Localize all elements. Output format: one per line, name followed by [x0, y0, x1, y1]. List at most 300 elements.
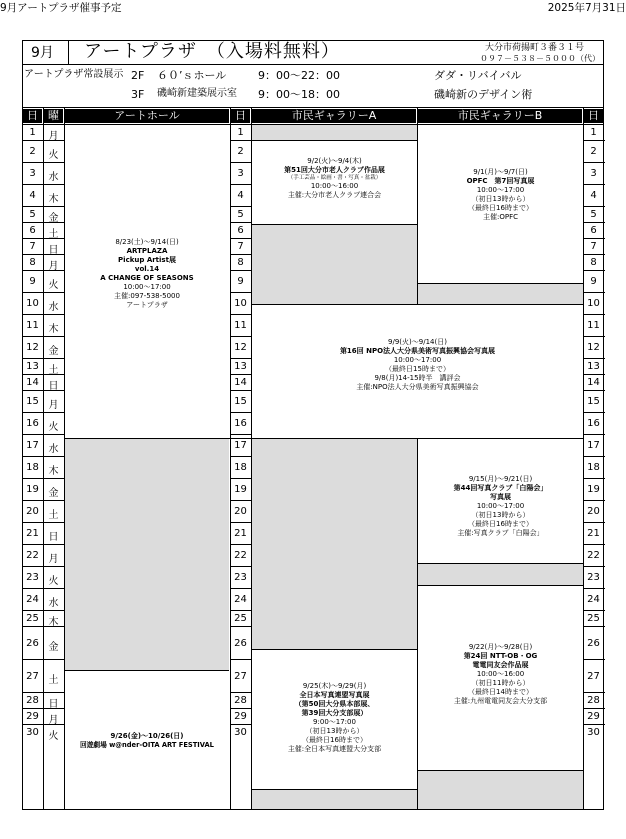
day-number: 5	[237, 209, 244, 220]
event-line: 10:00～17:00	[123, 283, 171, 291]
day-number: 6	[29, 225, 36, 236]
day-number: 13	[234, 361, 247, 372]
row-divider	[43, 724, 65, 725]
day-number: 24	[234, 594, 247, 605]
day-number: 11	[587, 320, 600, 331]
day-number: 14	[587, 377, 600, 388]
row-divider	[583, 270, 605, 271]
perm-room: 磯崎新建築展示室	[157, 88, 237, 99]
row-divider	[230, 254, 252, 255]
day-number: 1	[29, 127, 36, 138]
row-divider	[230, 708, 252, 709]
day-number: 15	[587, 396, 600, 407]
row-divider	[583, 412, 605, 413]
weekday: 日	[48, 699, 59, 710]
row-divider	[43, 566, 65, 567]
day-number: 14	[234, 377, 247, 388]
event-line: （初日13時から）	[471, 511, 530, 519]
divider	[252, 140, 417, 141]
row-divider	[230, 270, 252, 271]
event-line: 第16回 NPO法人大分県美術写真振興協会写真展	[339, 347, 496, 355]
row-divider	[230, 692, 252, 693]
day-number: 29	[234, 711, 247, 722]
row-divider	[583, 206, 605, 207]
gallery-a-empty	[252, 125, 417, 140]
divider	[418, 563, 583, 564]
day-number: 20	[587, 506, 600, 517]
divider	[252, 304, 583, 305]
weekday: 木	[48, 324, 59, 335]
event-line: 9/8(月)14-15時半 講評会	[374, 374, 461, 382]
weekday: 水	[48, 172, 59, 183]
event-line: A CHANGE OF SEASONS	[100, 274, 194, 282]
event-line: 第44回写真クラブ「白陽会」	[453, 484, 548, 492]
event-line: 回遊劇場 w@nder-OITA ART FESTIVAL	[80, 741, 214, 749]
day-number: 4	[237, 190, 244, 201]
row-divider	[230, 374, 252, 375]
divider	[252, 224, 417, 225]
day-number: 29	[587, 711, 600, 722]
day-number: 24	[587, 594, 600, 605]
row-divider	[43, 162, 65, 163]
event-line: 全日本写真連盟写真展	[299, 691, 370, 699]
row-divider	[230, 336, 252, 337]
event-line: アートプラザ	[126, 301, 168, 309]
event-line: 9:00～17:00	[313, 718, 356, 726]
day-number: 6	[590, 225, 597, 236]
event-line: 10:00～16:00	[476, 670, 525, 678]
event-line: 9/9(火)～9/14(日)	[388, 338, 447, 346]
event-gallery-b-ntt	[418, 643, 583, 706]
day-number: 16	[587, 418, 600, 429]
row-divider	[230, 659, 252, 660]
event-line: 10:00～17:00	[393, 356, 442, 364]
day-number: 1	[237, 127, 244, 138]
row-divider	[43, 314, 65, 315]
day-number: 23	[26, 572, 39, 583]
day-number: 23	[587, 572, 600, 583]
perm-floor: 2F	[131, 69, 145, 82]
perm-time: 9：00～22：00	[258, 69, 340, 82]
row-divider	[230, 478, 252, 479]
day-number: 12	[26, 342, 39, 353]
day-number: 4	[590, 190, 597, 201]
day-number: 16	[234, 418, 247, 429]
event-line: 主催:OPFC	[482, 213, 518, 221]
row-divider	[230, 238, 252, 239]
day-number: 20	[26, 506, 39, 517]
event-line: vol.14	[134, 265, 160, 273]
row-divider	[43, 206, 65, 207]
divider	[64, 108, 65, 810]
event-line: （初日13時から）	[471, 195, 530, 203]
gallery-b-empty	[418, 563, 583, 585]
day-number: 26	[26, 637, 39, 649]
day-number: 20	[234, 506, 247, 517]
divider	[583, 108, 584, 810]
day-number: 28	[26, 695, 39, 706]
event-line: 写真展	[490, 493, 511, 501]
day-number: 26	[587, 637, 600, 649]
phone: ０９７－５３８－５０００（代）	[480, 54, 600, 63]
row-divider	[43, 390, 65, 391]
row-divider	[230, 292, 252, 293]
col-gallery-a: 市民ギャラリーA	[252, 109, 416, 123]
event-line: 主催:写真クラブ「白陽会」	[457, 529, 544, 537]
event-hall-artplaza	[65, 238, 229, 310]
divider	[252, 649, 417, 650]
day-number: 14	[26, 377, 39, 388]
row-divider	[583, 522, 605, 523]
doc-date: 2025年7月31日	[547, 2, 626, 14]
day-number: 27	[587, 670, 600, 682]
day-number: 13	[587, 361, 600, 372]
day-number: 24	[26, 594, 39, 605]
event-line: 主催:大分市老人クラブ連合会	[287, 191, 382, 199]
day-number: 30	[234, 727, 247, 738]
weekday: 火	[48, 576, 59, 587]
day-number: 5	[29, 209, 36, 220]
day-number: 19	[26, 484, 39, 495]
day-number: 3	[237, 168, 244, 179]
weekday: 金	[48, 346, 59, 357]
day-number: 18	[26, 462, 39, 473]
row-divider	[230, 456, 252, 457]
weekday: 金	[48, 213, 59, 224]
event-line: 主催:全日本写真連盟大分支部	[287, 745, 382, 753]
event-line: 9/25(木)～9/29(月)	[302, 682, 367, 690]
row-divider	[43, 292, 65, 293]
col-weekday: 曜	[44, 109, 63, 123]
weekday: 月	[48, 400, 59, 411]
row-divider	[583, 566, 605, 567]
row-divider	[583, 724, 605, 725]
day-number: 8	[29, 257, 36, 268]
weekday: 月	[48, 715, 59, 726]
weekday: 月	[48, 261, 59, 272]
day-number: 9	[29, 276, 36, 287]
day-number: 25	[587, 613, 600, 624]
row-divider	[43, 692, 65, 693]
event-line: 8/23(土)～9/14(日)	[115, 238, 179, 246]
event-gallery-a-photo-league	[252, 682, 417, 754]
weekday: 金	[48, 641, 59, 653]
divider	[418, 770, 583, 771]
divider	[418, 283, 583, 284]
day-number: 25	[26, 613, 39, 624]
address: 大分市荷揚町３番３１号	[485, 43, 585, 53]
row-divider	[230, 140, 252, 141]
event-line: Pickup Artist展	[118, 256, 176, 264]
row-divider	[43, 434, 65, 435]
row-divider	[43, 522, 65, 523]
perm-floor: 3F	[131, 88, 145, 101]
doc-title: 9月アートプラザ催事予定	[0, 2, 122, 14]
row-divider	[43, 610, 65, 611]
event-hall-festival	[65, 732, 229, 750]
row-divider	[230, 434, 252, 435]
row-divider	[43, 412, 65, 413]
day-number: 2	[237, 146, 244, 157]
day-number: 10	[26, 298, 39, 309]
row-divider	[43, 708, 65, 709]
event-line: （最終日16時まで）	[468, 204, 533, 212]
day-number: 11	[26, 320, 39, 331]
weekday: 月	[48, 131, 59, 142]
event-line: （最終日16時まで）	[468, 520, 533, 528]
hall-empty	[65, 438, 229, 670]
divider	[22, 124, 604, 125]
perm-exhibit: 磯崎新のデザイン術	[434, 88, 533, 101]
day-number: 25	[234, 613, 247, 624]
divider	[65, 670, 229, 671]
row-divider	[583, 434, 605, 435]
row-divider	[43, 254, 65, 255]
day-number: 13	[26, 361, 39, 372]
day-number: 22	[587, 550, 600, 561]
day-number: 19	[587, 484, 600, 495]
event-line: 10:00～17:00	[476, 502, 525, 510]
day-number: 5	[590, 209, 597, 220]
weekday: 水	[48, 444, 59, 455]
row-divider	[230, 544, 252, 545]
event-line: 主催:NPO法人大分県美術写真振興協会	[356, 383, 479, 391]
weekday: 木	[48, 194, 59, 205]
row-divider	[230, 588, 252, 589]
row-divider	[583, 692, 605, 693]
event-line: 第51回大分市老人クラブ作品展	[284, 166, 385, 174]
day-number: 27	[26, 670, 39, 682]
row-divider	[43, 456, 65, 457]
day-number: 4	[29, 190, 36, 201]
row-divider	[43, 184, 65, 185]
row-divider	[43, 222, 65, 223]
divider	[230, 108, 231, 810]
event-gallery-b-hakuyokai	[418, 475, 583, 538]
day-number: 28	[587, 695, 600, 706]
event-gallery-b-opfc	[418, 168, 583, 222]
day-number: 18	[234, 462, 247, 473]
row-divider	[230, 222, 252, 223]
row-divider	[43, 659, 65, 660]
weekday: 木	[48, 466, 59, 477]
day-number: 16	[26, 418, 39, 429]
day-number: 15	[234, 396, 247, 407]
perm-exhibit: ダダ・リバイバル	[434, 69, 522, 82]
row-divider	[230, 358, 252, 359]
row-divider	[230, 610, 252, 611]
row-divider	[43, 544, 65, 545]
event-line: （手工芸品・絵画・書・写真・盆栽）	[287, 175, 382, 181]
day-number: 8	[590, 257, 597, 268]
row-divider	[583, 544, 605, 545]
weekday: 木	[48, 617, 59, 628]
day-number: 17	[26, 440, 39, 451]
day-number: 1	[590, 127, 597, 138]
event-line: 主催:九州電電同友会大分支部	[453, 697, 548, 705]
event-line: 10:00～17:00	[476, 186, 525, 194]
divider	[22, 107, 604, 108]
row-divider	[230, 522, 252, 523]
row-divider	[583, 336, 605, 337]
weekday: 火	[48, 731, 59, 742]
row-divider	[583, 140, 605, 141]
gallery-a-empty	[252, 789, 417, 809]
weekday: 日	[48, 381, 59, 392]
day-number: 11	[234, 320, 247, 331]
weekday: 金	[48, 488, 59, 499]
day-number: 17	[587, 440, 600, 451]
venue-title: アートプラザ （入場料無料）	[84, 41, 340, 62]
day-number: 30	[26, 727, 39, 738]
col-day: 日	[584, 109, 603, 123]
col-gallery-b: 市民ギャラリーB	[418, 109, 582, 123]
day-number: 26	[234, 637, 247, 649]
day-number: 9	[590, 276, 597, 287]
row-divider	[583, 292, 605, 293]
gallery-b-empty	[418, 283, 583, 304]
col-day: 日	[23, 109, 42, 123]
day-number: 8	[237, 257, 244, 268]
row-divider	[230, 206, 252, 207]
weekday: 土	[48, 229, 59, 240]
divider	[65, 438, 583, 439]
row-divider	[43, 140, 65, 141]
day-number: 7	[237, 241, 244, 252]
divider	[252, 789, 417, 790]
month-label: 9月	[31, 45, 54, 61]
weekday: 土	[48, 510, 59, 521]
permanent-label: アートプラザ常設展示	[24, 69, 124, 80]
row-divider	[230, 626, 252, 627]
day-number: 2	[590, 146, 597, 157]
row-divider	[583, 162, 605, 163]
day-number: 21	[26, 528, 39, 539]
row-divider	[43, 626, 65, 627]
row-divider	[43, 336, 65, 337]
event-line: （初日13時から）	[305, 727, 364, 735]
event-line: 10:00～16:00	[310, 182, 359, 190]
gallery-a-empty	[252, 438, 417, 649]
event-line: 9/26(金)～10/26(日)	[110, 732, 184, 740]
perm-room: ６０’ｓホール	[157, 69, 227, 82]
weekday: 火	[48, 280, 59, 291]
row-divider	[583, 184, 605, 185]
weekday: 月	[48, 554, 59, 565]
day-number: 2	[29, 146, 36, 157]
row-divider	[230, 390, 252, 391]
row-divider	[43, 238, 65, 239]
row-divider	[43, 478, 65, 479]
event-line: （最終日15時まで）	[385, 365, 450, 373]
day-number: 15	[26, 396, 39, 407]
weekday: 水	[48, 598, 59, 609]
perm-time: 9：00～18：00	[258, 88, 340, 101]
day-number: 6	[237, 225, 244, 236]
col-hall: アートホール	[65, 109, 229, 123]
weekday: 土	[48, 674, 59, 686]
event-line: 電電同友会作品展	[472, 661, 529, 669]
col-day: 日	[231, 109, 250, 123]
day-number: 23	[234, 572, 247, 583]
doc-header	[0, 0, 626, 14]
gallery-b-empty	[418, 770, 583, 809]
row-divider	[583, 588, 605, 589]
weekday: 水	[48, 302, 59, 313]
row-divider	[583, 374, 605, 375]
day-number: 30	[587, 727, 600, 738]
day-number: 7	[29, 241, 36, 252]
event-line: 主催:097-538-5000	[114, 292, 180, 300]
day-number: 29	[26, 711, 39, 722]
event-line: 9/1(月)～9/7(日)	[473, 168, 528, 176]
day-number: 12	[587, 342, 600, 353]
row-divider	[583, 314, 605, 315]
weekday: 火	[48, 150, 59, 161]
day-number: 28	[234, 695, 247, 706]
row-divider	[230, 162, 252, 163]
event-gallery-ab-npo	[252, 338, 583, 392]
event-line: （第50回大分県本部展、	[294, 700, 375, 708]
row-divider	[583, 222, 605, 223]
day-number: 7	[590, 241, 597, 252]
divider	[418, 585, 583, 586]
event-line: （最終日16時まで）	[302, 736, 367, 744]
row-divider	[583, 358, 605, 359]
event-line: ARTPLAZA	[126, 247, 168, 255]
event-line: 第39回大分支部展）	[301, 709, 368, 717]
event-line: OPFC 第7回写真展	[466, 177, 535, 185]
row-divider	[43, 270, 65, 271]
row-divider	[583, 254, 605, 255]
row-divider	[583, 500, 605, 501]
weekday: 日	[48, 245, 59, 256]
event-line: 9/22(月)～9/28(日)	[468, 643, 533, 651]
row-divider	[43, 374, 65, 375]
weekday: 土	[48, 365, 59, 376]
row-divider	[583, 478, 605, 479]
row-divider	[583, 610, 605, 611]
day-number: 19	[234, 484, 247, 495]
weekday: 日	[48, 532, 59, 543]
day-number: 3	[29, 168, 36, 179]
event-line: （初日11時から）	[471, 679, 530, 687]
day-number: 12	[234, 342, 247, 353]
event-line: 第24回 NTT-OB・OG	[463, 652, 538, 660]
day-number: 22	[26, 550, 39, 561]
row-divider	[43, 588, 65, 589]
day-number: 18	[587, 462, 600, 473]
row-divider	[583, 626, 605, 627]
row-divider	[230, 184, 252, 185]
day-number: 21	[587, 528, 600, 539]
day-number: 10	[587, 298, 600, 309]
event-line: 9/15(月)～9/21(日)	[468, 475, 533, 483]
day-number: 3	[590, 168, 597, 179]
row-divider	[583, 390, 605, 391]
event-gallery-a-senior-club	[252, 157, 417, 200]
day-number: 17	[234, 440, 247, 451]
weekday: 火	[48, 422, 59, 433]
row-divider	[43, 358, 65, 359]
row-divider	[583, 659, 605, 660]
day-number: 27	[234, 670, 247, 682]
divider	[22, 64, 604, 65]
row-divider	[230, 724, 252, 725]
row-divider	[230, 500, 252, 501]
divider	[68, 40, 69, 64]
row-divider	[583, 456, 605, 457]
